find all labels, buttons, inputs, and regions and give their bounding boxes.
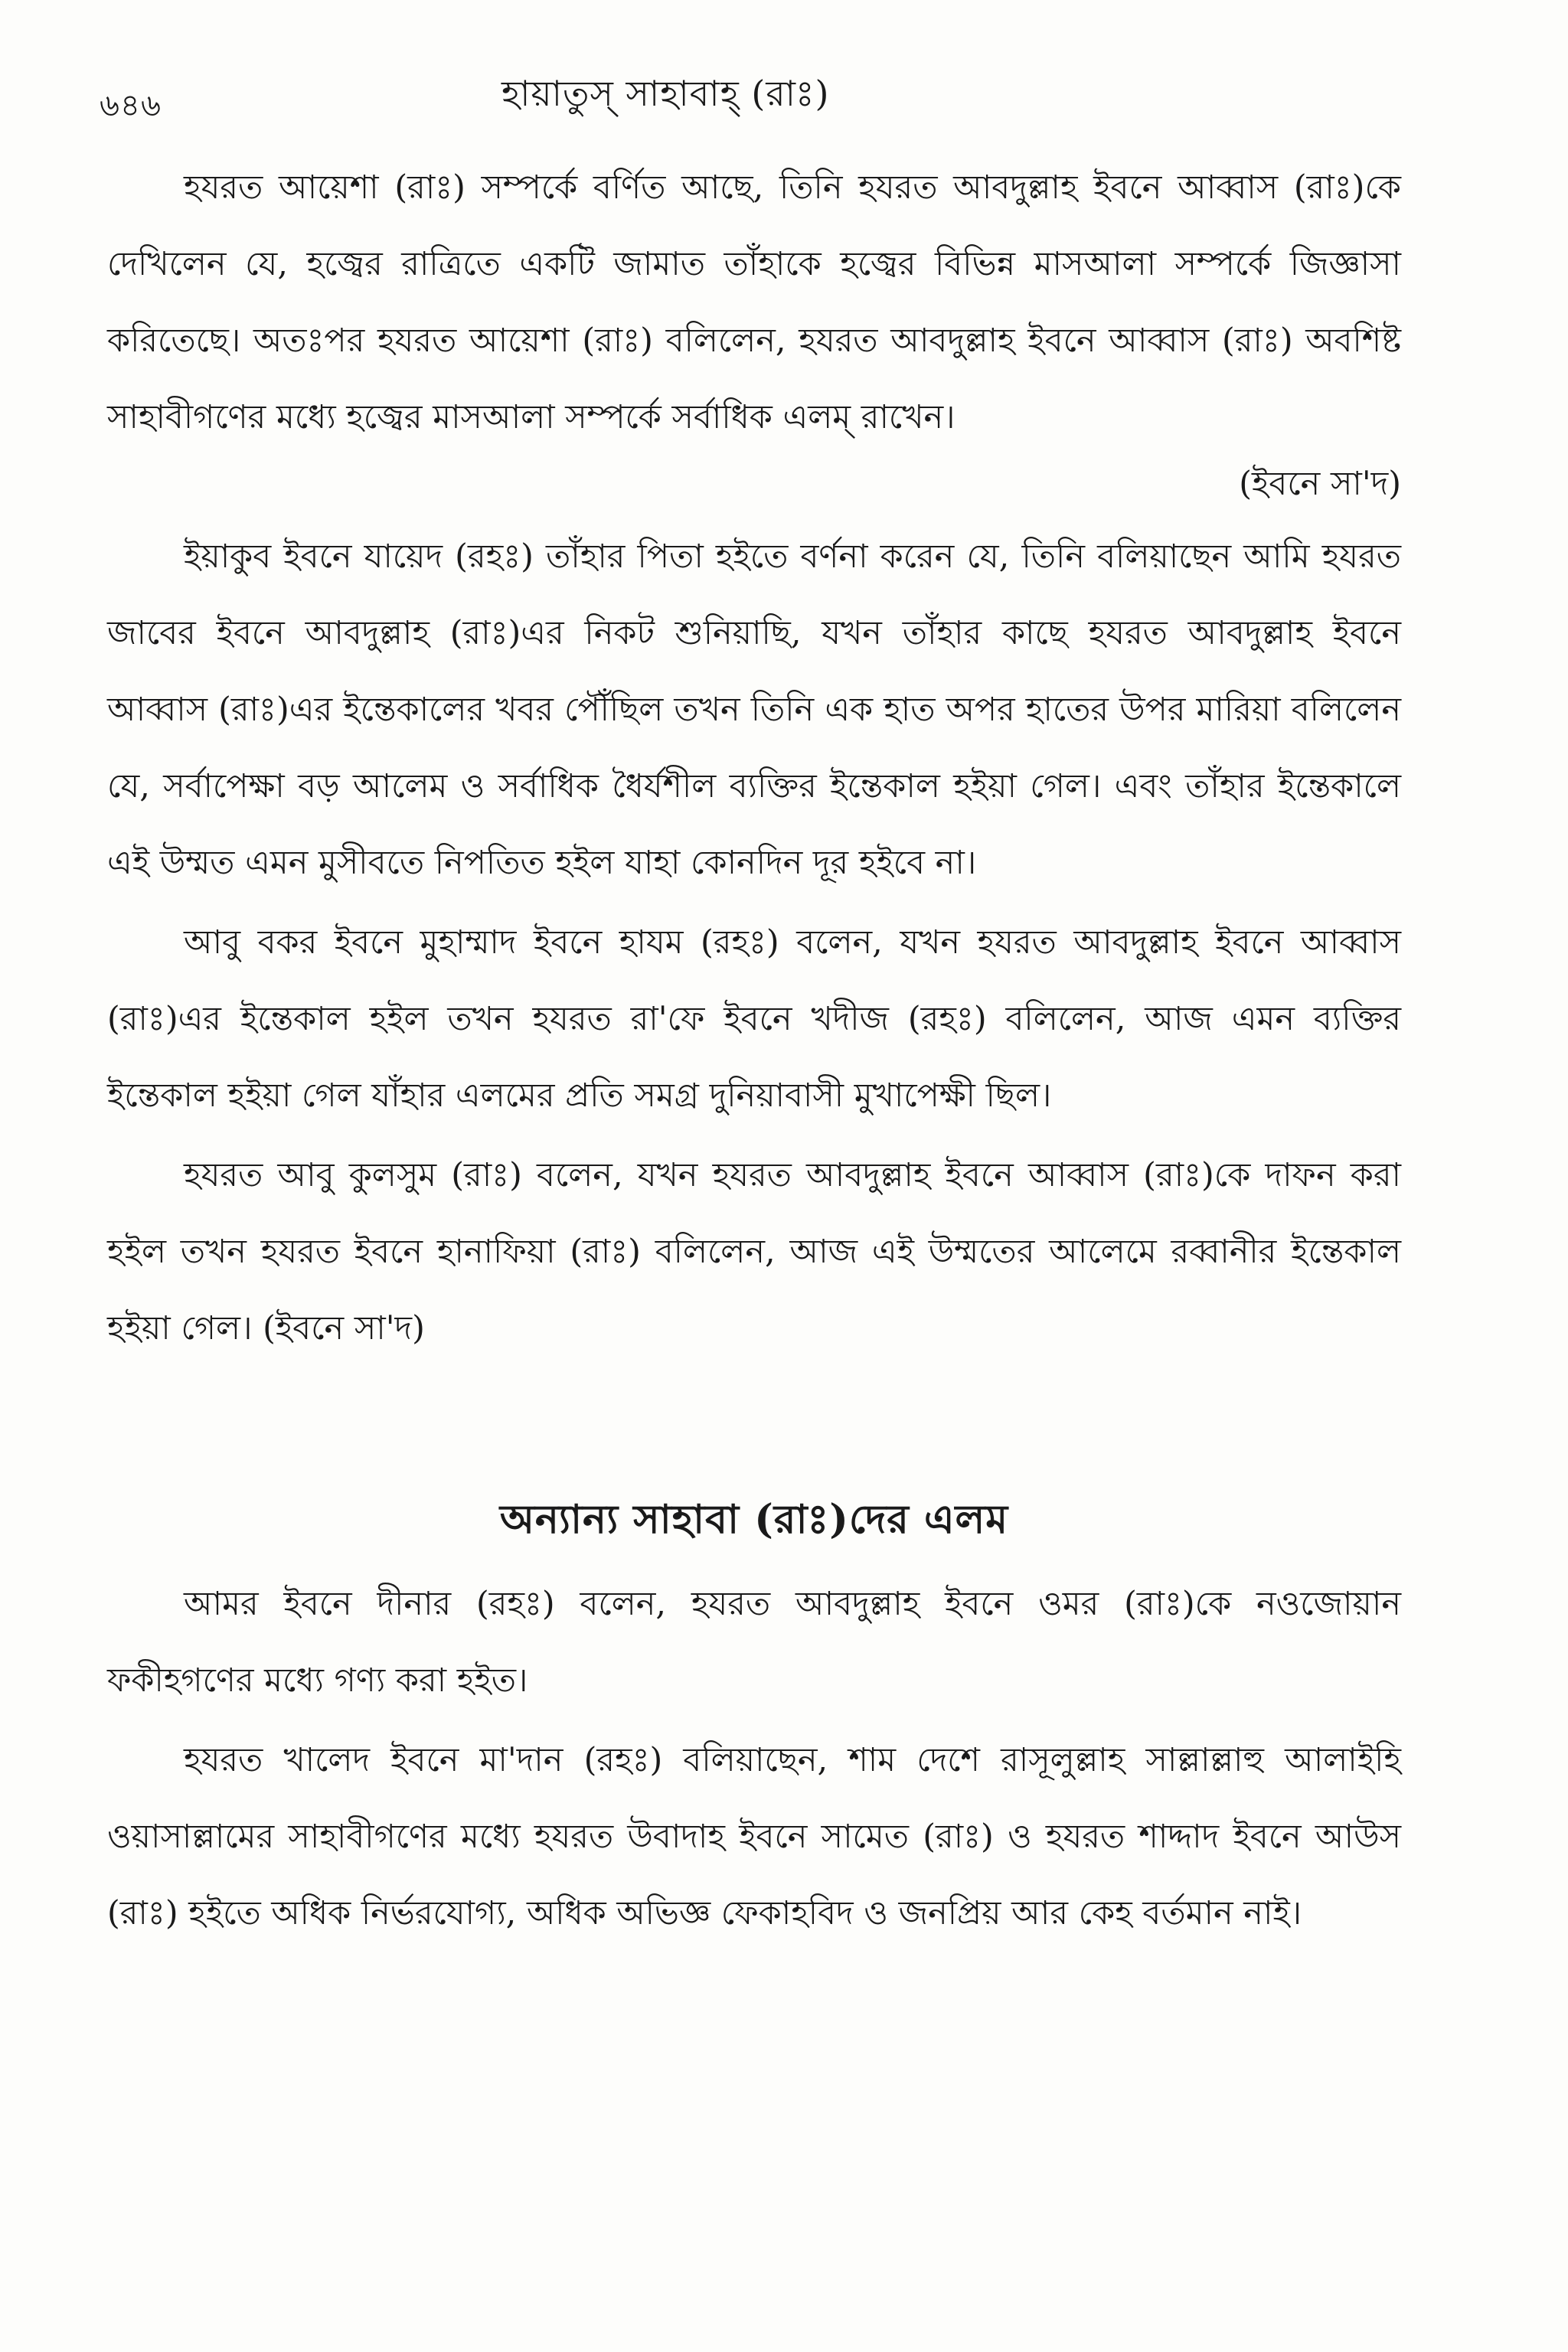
paragraph-5: আমর ইবনে দীনার (রহঃ) বলেন, হযরত আবদুল্লাহ ইবনে ওমর (রাঃ)কে নওজোয়ান ফকীহগণের মধ্যে গণ্য করা হইত।: [107, 1585, 1401, 1700]
paragraph-6: হযরত খালেদ ইবনে মা'দান (রহঃ) বলিয়াছেন, শাম দেশে রাসূলুল্লাহ সাল্লাল্লাহু আলাইহি ওয়াসাল্লামের সাহাবীগণের মধ্যে হযরত উবাদাহ ইবনে সামেত (রাঃ) ও হযরত শাদ্দাদ ইবনে আউস (রাঃ) হইতে অধিক নির্ভরযোগ্য, অধিক অভিজ্ঞ ফেকাহবিদ ও জনপ্রিয় আর কেহ বর্তমান নাই।: [107, 1741, 1401, 1932]
running-title: হায়াতুস্ সাহাবাহ্ (রাঃ): [501, 73, 830, 114]
citation-1: (ইবনে সা'দ): [1239, 465, 1401, 503]
page-number: ৬৪৬: [100, 88, 162, 123]
section-heading: অন্যান্য সাহাবা (রাঃ)দের এলম: [499, 1496, 1009, 1543]
paragraph-2: ইয়াকুব ইবনে যায়েদ (রহঃ) তাঁহার পিতা হইতে বর্ণনা করেন যে, তিনি বলিয়াছেন আমি হযরত জাবের ইবনে আবদুল্লাহ (রাঃ)এর নিকট শুনিয়াছি, যখন তাঁহার কাছে হযরত আবদুল্লাহ ইবনে আব্বাস (রাঃ)এর ইন্তেকালের খবর পৌঁছিল তখন তিনি এক হাত অপর হাতের উপর মারিয়া বলিলেন যে, সর্বাপেক্ষা বড় আলেম ও সর্বাধিক ধৈর্যশীল ব্যক্তির ইন্তেকাল হইয়া গেল। এবং তাঁহার ইন্তেকালে এই উম্মত এমন মুসীবতে নিপতিত হইল যাহা কোনদিন দূর হইবে না।: [107, 537, 1401, 882]
paragraph-1: হযরত আয়েশা (রাঃ) সম্পর্কে বর্ণিত আছে, তিনি হযরত আবদুল্লাহ ইবনে আব্বাস (রাঃ)কে দেখিলেন যে, হজ্বের রাত্রিতে একটি জামাত তাঁহাকে হজ্বের বিভিন্ন মাসআলা সম্পর্কে জিজ্ঞাসা করিতেছে। অতঃপর হযরত আয়েশা (রাঃ) বলিলেন, হযরত আবদুল্লাহ ইবনে আব্বাস (রাঃ) অবশিষ্ট সাহাবীগণের মধ্যে হজ্বের মাসআলা সম্পর্কে সর্বাধিক এলম্ রাখেন।: [107, 168, 1401, 436]
paragraph-3: আবু বকর ইবনে মুহাম্মাদ ইবনে হাযম (রহঃ) বলেন, যখন হযরত আবদুল্লাহ ইবনে আব্বাস (রাঃ)এর ইন্তেকাল হইল তখন হযরত রা'ফে ইবনে খদীজ (রহঃ) বলিলেন, আজ এমন ব্যক্তির ইন্তেকাল হইয়া গেল যাঁহার এলমের প্রতি সমগ্র দুনিয়াবাসী মুখাপেক্ষী ছিল।: [107, 923, 1401, 1115]
page-header: [100, 60, 1401, 121]
body-text: [107, 149, 1401, 1955]
paragraph-4: হযরত আবু কুলসুম (রাঃ) বলেন, যখন হযরত আবদুল্লাহ ইবনে আব্বাস (রাঃ)কে দাফন করা হইল তখন হযরত ইবনে হানাফিয়া (রাঃ) বলিলেন, আজ এই উম্মতের আলেমে রব্বানীর ইন্তেকাল হইয়া গেল। (ইবনে সা'দ): [107, 1156, 1401, 1348]
